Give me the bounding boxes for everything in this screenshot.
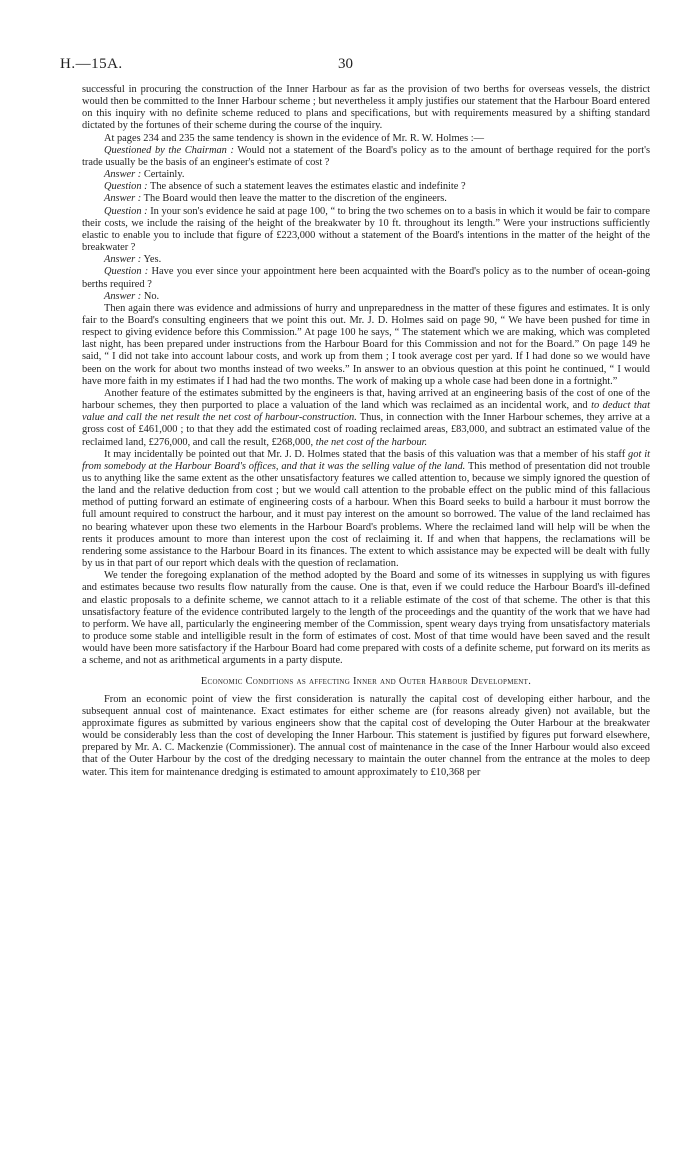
emphasis-text: to deduct that value and call the net result the net cost of harbour-construction. xyxy=(82,400,651,424)
body-text xyxy=(82,84,650,779)
qa-line xyxy=(82,266,650,290)
qa-label: Question : xyxy=(104,266,149,278)
qa-line xyxy=(82,291,650,303)
qa-line xyxy=(82,206,650,255)
emphasis-text: got it from somebody at the Harbour Board's offices, and that it was the selling value of the land. xyxy=(82,448,650,472)
paragraph xyxy=(82,388,650,449)
qa-text: Certainly. xyxy=(143,169,185,181)
qa-text: The absence of such a statement leaves the estimates elastic and indefinite ? xyxy=(150,181,466,193)
paragraph: successful in procuring the construction of the Inner Harbour as far as the provision of two berths for overseas vessels, the district would then be committed to the Inner Harbour scheme ; but nevertheless it amply justifies our statement that the Harbour Board entered on this inquiry with no definite scheme reduced to plans and specifications, but with requirements measured by a shifting standard dictated by the fortunes of their scheme during the course of the inquiry. xyxy=(82,84,650,132)
qa-text: No. xyxy=(143,290,160,302)
qa-text: In your son's evidence he said at page 100, “ to bring the two schemes on to a basis in which it would be fair to compare their costs, we include the raising of the height of the breakwater by 10 ft. throughout its length.” Were your instructions sufficiently elastic to enable you to include that figure of £223,000 without a statement of the Board's intentions in the matter of the height of the breakwater ? xyxy=(82,205,650,254)
qa-line xyxy=(82,193,650,205)
paragraph-text: Another feature of the estimates submitted by the engineers is that, having arrived at an engineering basis of the cost of one of the harbour schemes, they then purported to place a valuation of the land which was reclaimed as an incidental work, and xyxy=(82,387,650,412)
qa-text: The Board would then leave the matter to the discretion of the engineers. xyxy=(143,193,447,205)
qa-label: Question : xyxy=(104,205,148,217)
qa-text: Have you ever since your appointment here been acquainted with the Board's policy as to the number of ocean-going berths required ? xyxy=(82,266,651,290)
qa-label: Answer : xyxy=(104,169,142,181)
qa-line xyxy=(82,181,650,193)
qa-line xyxy=(82,254,650,266)
page-header xyxy=(60,56,640,76)
paragraph-text: This method of presentation did not trouble us to anything like the same extent as the other unsatisfactory features we called attention to, because we simply ignored the question of the land and the relative deduction from cost ; but we would call attention to the probable effect on the public mind of this fallacious method of putting forward an estimate of engineering costs of a harbour. When this Board seeks to build a harbour it must borrow the full amount required to construct the harbour, and it must pay interest on the amount so borrowed. The value of the land reclaimed has no bearing whatever upon these two elements in the Harbour Board's problems. Where the reclaimed land will help will be when the rents it produces amount to more than interest upon the cost of reclaiming it. If and when that happens, the reclamations will be rendering some assistance to the Harbour Board in its finances. The extent to which assistance may be expected will be dealt with fully by us in that part of our report which deals with the question of reclamation. xyxy=(82,460,650,570)
paragraph xyxy=(82,449,650,571)
qa-label: Answer : xyxy=(104,193,142,205)
section-heading: Economic Conditions as affecting Inner and Outer Harbour Development. xyxy=(200,675,532,687)
page-number: 30 xyxy=(338,56,353,72)
paragraph: We tender the foregoing explanation of the method adopted by the Board and some of its witnesses in supplying us with figures and estimates because two results flow naturally from the cause. One is that, even if we could reduce the Harbour Board's ill-defined and elastic proposals to a definite scheme, we cannot attach to it a reliable estimate of the cost of that scheme. The other is that this unsatisfactory feature of the evidence contributed largely to the length of the proceedings and the quantity of the work that we have had to perform. We have all, particularly the engineering member of the Commission, spent weary days trying from unsatisfactory materials to produce some stable and intelligible result in the form of estimates of cost. Most of that time would have been saved and the result would have been more satisfactory if the Harbour Board had come prepared with costs of a definite scheme, put forward on its merits as a scheme, and not as arithmetical arguments in a party dispute. xyxy=(82,570,650,667)
paragraph-text: It may incidentally be pointed out that Mr. J. D. Holmes stated that the basis of this valuation was that a member of his staff xyxy=(104,448,626,460)
emphasis-text: the net cost of the harbour. xyxy=(315,436,428,448)
qa-line xyxy=(82,169,650,181)
qa-label: Question : xyxy=(104,181,148,193)
qa-label: Answer : xyxy=(104,254,142,266)
qa-text: Would not a statement of the Board's policy as to the amount of berthage required for the port's trade usually be the basis of an engineer's estimate of cost ? xyxy=(82,144,650,168)
qa-line xyxy=(82,145,650,169)
document-reference: H.—15A. xyxy=(60,56,123,72)
qa-text: Yes. xyxy=(143,254,162,266)
paragraph-text: Thus, in connection with the Inner Harbour schemes, they arrive at a gross cost of £461,000 ; to that they add the estimated cost of roading reclaimed areas, £83,000, and subtract an estimated value of the reclaimed land, £276,000, and call the result, £268,000, xyxy=(82,412,650,448)
qa-label: Answer : xyxy=(104,290,142,302)
paragraph: Then again there was evidence and admissions of hurry and unpreparedness in the matter of these figures and estimates. It is only fair to the Board's consulting engineers that we point this out. Mr. J. D. Holmes said on page 90, “ We have been pushed for time in respect to giving evidence before this Commission.” At page 100 he says, “ The statement which we are making, which was completed last night, has been prepared under instructions from the Harbour Board for this Commission and not for the Board.” On page 149 he said, “ I did not take into account labour costs, and work up from them ; I took average cost per yard. If I had done so we would have been on the work for about two months instead of two weeks.” In answer to an obvious question at this point he continued, “ I would have more faith in my estimates if I had had the two months. The work of making up a whole case had been done in a fortnight.” xyxy=(82,302,650,387)
qa-label: Questioned by the Chairman : xyxy=(104,144,234,156)
paragraph: At pages 234 and 235 the same tendency is shown in the evidence of Mr. R. W. Holmes :— xyxy=(104,132,485,144)
paragraph: From an economic point of view the first consideration is naturally the capital cost of developing either harbour, and the subsequent annual cost of maintenance. Exact estimates for either scheme are (for reasons already given) not available, but the approximate figures as submitted by various engineers show that the capital cost of developing the Outer Harbour at the breakwater would be considerably less than the cost of developing the Inner Harbour. This statement is justified by figures put forward elsewhere, prepared by Mr. A. C. Mackenzie (Commissioner). The annual cost of maintenance in the case of the Inner Harbour would also exceed that of the Outer Harbour by the cost of the dredging necessary to maintain the outer channel from the entrance at the moles to deep water. This item for maintenance dredging is estimated to amount approximately to £10,368 per xyxy=(82,693,650,778)
